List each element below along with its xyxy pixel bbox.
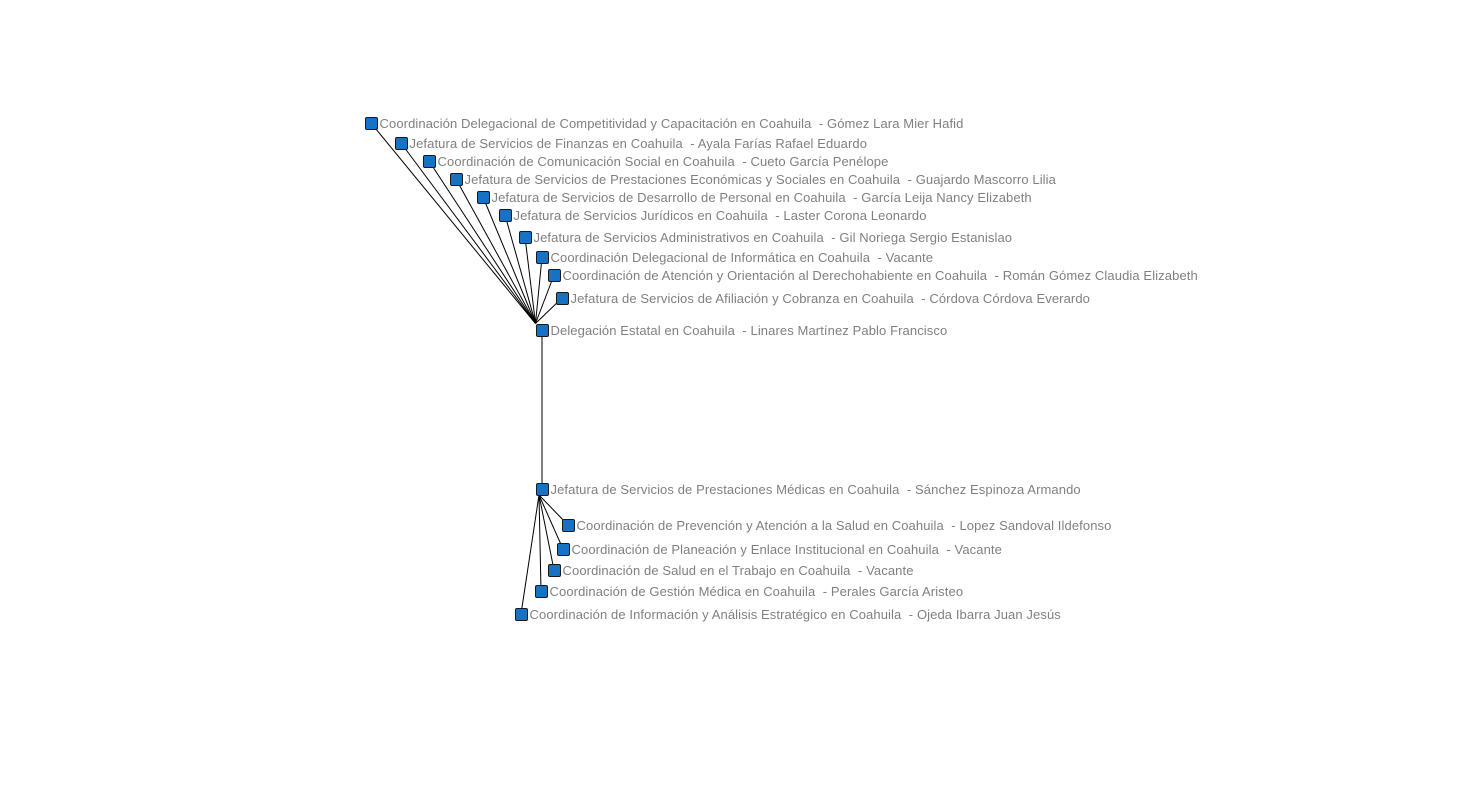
- node-person: García Leija Nancy Elizabeth: [861, 189, 1032, 205]
- label-separator: -: [682, 135, 698, 151]
- node-marker-icon[interactable]: [535, 585, 548, 598]
- node-person: Cueto García Penélope: [750, 153, 889, 169]
- label-separator: -: [811, 115, 828, 131]
- node-marker-icon[interactable]: [365, 117, 378, 130]
- org-node-delegacion-estatal[interactable]: [536, 322, 948, 338]
- org-node-coord-prevencion-atencion-salud[interactable]: [562, 517, 1112, 533]
- node-label: [530, 605, 1061, 624]
- node-label: [550, 582, 964, 601]
- org-node-coord-informacion-analisis[interactable]: [515, 606, 1061, 622]
- label-separator: -: [938, 541, 955, 557]
- node-person: Perales García Aristeo: [830, 583, 964, 599]
- org-node-jef-prestaciones-economicas[interactable]: [450, 171, 1056, 187]
- label-separator: -: [850, 562, 867, 578]
- label-separator: -: [845, 189, 862, 205]
- org-node-jef-prestaciones-medicas[interactable]: [536, 481, 1081, 497]
- org-node-jef-administrativos[interactable]: [519, 229, 1013, 245]
- node-marker-icon[interactable]: [477, 191, 490, 204]
- org-node-jef-finanzas[interactable]: [395, 135, 868, 151]
- org-edge: [539, 495, 563, 549]
- node-title: Jefatura de Servicios de Desarrollo de Personal en Coahuila: [491, 189, 846, 205]
- node-marker-icon[interactable]: [536, 251, 549, 264]
- node-person: Gómez Lara Mier Hafid: [827, 115, 964, 131]
- node-marker-icon[interactable]: [557, 543, 570, 556]
- node-title: Coordinación de Planeación y Enlace Institucional en Coahuila: [571, 541, 939, 557]
- org-node-jef-desarrollo-personal[interactable]: [477, 189, 1032, 205]
- node-person: Gil Noriega Sergio Estanislao: [839, 229, 1013, 245]
- org-node-coord-atencion-derechohabiente[interactable]: [548, 267, 1198, 283]
- node-title: Jefatura de Servicios Administrativos en Coahuila: [533, 229, 824, 245]
- node-marker-icon[interactable]: [536, 324, 549, 337]
- node-title: Jefatura de Servicios de Prestaciones Médicas en Coahuila: [550, 481, 900, 497]
- node-title: Coordinación de Salud en el Trabajo en Coahuila: [562, 562, 851, 578]
- node-title: Coordinación Delegacional de Competitividad y Capacitación en Coahuila: [379, 115, 812, 131]
- node-label: [551, 321, 948, 340]
- node-label: [465, 170, 1057, 189]
- label-separator: -: [900, 171, 916, 187]
- node-person: Córdova Córdova Everardo: [929, 290, 1091, 306]
- org-node-coord-salud-trabajo[interactable]: [548, 562, 914, 578]
- node-person: Ojeda Ibarra Juan Jesús: [916, 606, 1061, 622]
- node-person: Vacante: [866, 562, 914, 578]
- node-marker-icon[interactable]: [548, 269, 561, 282]
- label-separator: -: [823, 229, 840, 245]
- node-title: Coordinación de Atención y Orientación al Derechohabiente en Coahuila: [562, 267, 988, 283]
- node-marker-icon[interactable]: [450, 173, 463, 186]
- org-node-jef-juridicos[interactable]: [499, 207, 927, 223]
- node-label: [492, 188, 1032, 207]
- node-title: Jefatura de Servicios de Prestaciones Económicas y Sociales en Coahuila: [464, 171, 901, 187]
- node-label: [410, 134, 868, 153]
- node-marker-icon[interactable]: [499, 209, 512, 222]
- label-separator: -: [943, 517, 960, 533]
- node-marker-icon[interactable]: [556, 292, 569, 305]
- node-label: [534, 228, 1013, 247]
- node-person: Laster Corona Leonardo: [783, 207, 927, 223]
- org-node-coord-gestion-medica[interactable]: [535, 583, 964, 599]
- org-node-coord-competitividad-capacitacion[interactable]: [365, 115, 964, 131]
- label-separator: -: [734, 322, 751, 338]
- label-separator: -: [734, 153, 751, 169]
- node-title: Coordinación Delegacional de Informática en Coahuila: [550, 249, 871, 265]
- node-label: [551, 480, 1081, 499]
- node-label: [577, 516, 1112, 535]
- node-title: Coordinación de Comunicación Social en Coahuila: [437, 153, 735, 169]
- org-node-coord-informatica[interactable]: [536, 249, 934, 265]
- org-edge: [539, 495, 541, 591]
- org-node-coord-planeacion-enlace[interactable]: [557, 541, 1002, 557]
- org-node-jef-afiliacion-cobranza[interactable]: [556, 290, 1091, 306]
- node-title: Jefatura de Servicios de Finanzas en Coahuila: [409, 135, 683, 151]
- label-separator: -: [913, 290, 930, 306]
- node-marker-icon[interactable]: [536, 483, 549, 496]
- node-title: Coordinación de Gestión Médica en Coahuila: [549, 583, 816, 599]
- label-separator: -: [901, 606, 917, 622]
- node-label: [563, 266, 1198, 285]
- node-label: [563, 561, 914, 580]
- node-person: Lopez Sandoval Ildefonso: [959, 517, 1112, 533]
- node-marker-icon[interactable]: [395, 137, 408, 150]
- node-title: Delegación Estatal en Coahuila: [550, 322, 735, 338]
- org-edge: [539, 495, 554, 570]
- node-label: [571, 289, 1091, 308]
- node-label: [380, 114, 964, 133]
- node-marker-icon[interactable]: [519, 231, 532, 244]
- org-edge: [536, 257, 543, 324]
- node-person: Vacante: [885, 249, 934, 265]
- node-title: Jefatura de Servicios Jurídicos en Coahuila: [513, 207, 768, 223]
- label-separator: -: [815, 583, 831, 599]
- label-separator: -: [899, 481, 916, 497]
- node-label: [514, 206, 927, 225]
- node-label: [551, 248, 934, 267]
- node-label: [438, 152, 889, 171]
- label-separator: -: [870, 249, 886, 265]
- node-title: Jefatura de Servicios de Afiliación y Cobranza en Coahuila: [570, 290, 914, 306]
- node-label: [572, 540, 1002, 559]
- label-separator: -: [987, 267, 1003, 283]
- node-person: Ayala Farías Rafael Eduardo: [697, 135, 868, 151]
- node-title: Coordinación de Información y Análisis Estratégico en Coahuila: [529, 606, 902, 622]
- node-person: Román Gómez Claudia Elizabeth: [1002, 267, 1198, 283]
- node-person: Vacante: [954, 541, 1002, 557]
- node-marker-icon[interactable]: [562, 519, 575, 532]
- node-title: Coordinación de Prevención y Atención a la Salud en Coahuila: [576, 517, 944, 533]
- node-person: Sánchez Espinoza Armando: [915, 481, 1081, 497]
- label-separator: -: [767, 207, 784, 223]
- org-node-coord-comunicacion-social[interactable]: [423, 153, 889, 169]
- node-marker-icon[interactable]: [548, 564, 561, 577]
- node-marker-icon[interactable]: [515, 608, 528, 621]
- node-person: Guajardo Mascorro Lilia: [915, 171, 1056, 187]
- node-person: Linares Martínez Pablo Francisco: [750, 322, 948, 338]
- node-marker-icon[interactable]: [423, 155, 436, 168]
